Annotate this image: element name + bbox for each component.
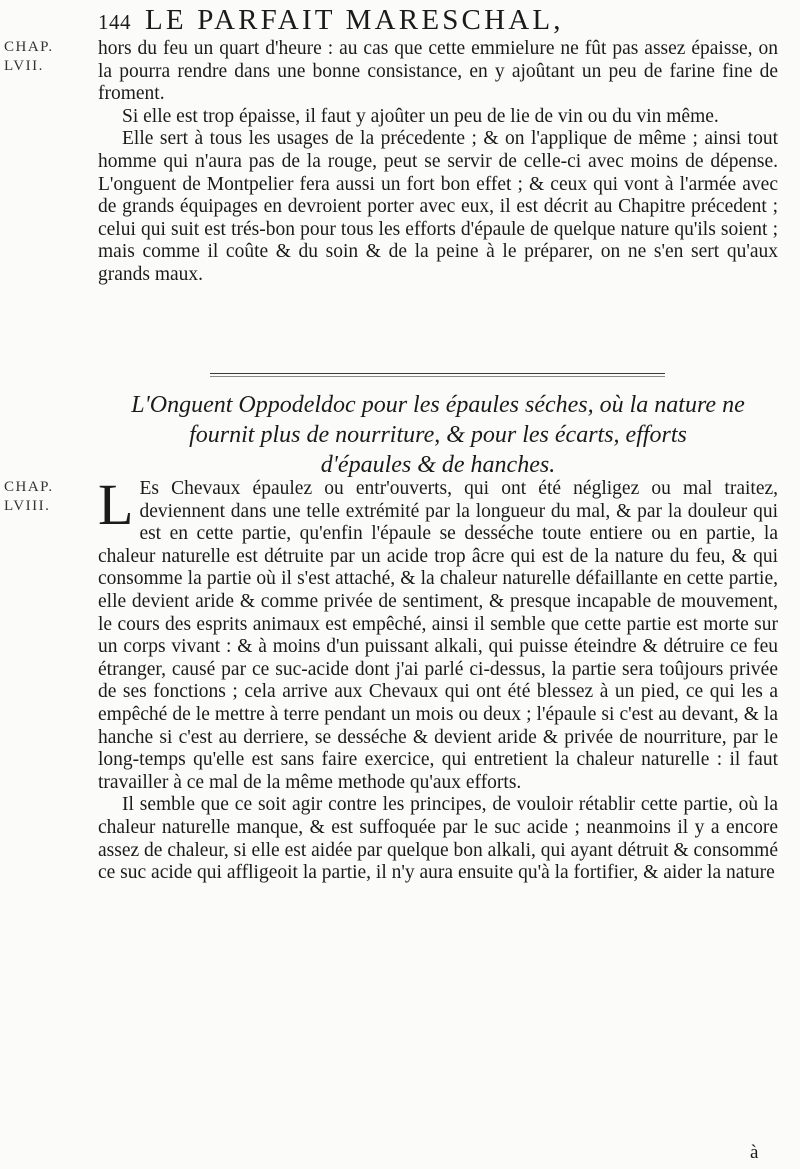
margin-note-label: CHAP. [4,479,54,495]
margin-note-chapter-58 [4,478,84,516]
catchword: à [750,1142,759,1163]
margin-note-number: LVIII. [4,498,51,514]
paragraph: Elle sert à tous les usages de la précedente ; & on l'applique de même ; ainsi tout homme qui n'aura pas de la rouge, peut se servir de celle-ci avec moins de dépense. L'onguent de Montpelier fera aussi un fort bon effet ; & ceux qui vont à l'armée avec de grands équipages en devroient porter avec eux, il est décrit au Chapitre précedent ; celui qui suit est trés-bon pour tous les efforts d'épaule de quelque nature qu'ils soient ; mais comme il coûte & du soin & de la peine à le préparer, on ne s'en sert qu'aux grands maux. [98,128,778,285]
text-block-emmielure [98,38,778,287]
paragraph-text: Es Chevaux épaulez ou entr'ouverts, qui ont été négligez ou mal traitez, deviennent dans une telle extrémité par la longueur du mal, & par la douleur qui est en cette partie, qu'enfin l'épaule se desséche toute entiere ou en partie, la chaleur naturelle est détruite par un acide trop âcre qui est de la nature du feu, & qui consomme la partie où il s'est attaché, & la chaleur naturelle défaillante en cette partie, elle devient aride & comme privée de sentiment, & presque incapable de mouvement, le cours des esprits animaux est empêché, ainsi il semble que cette partie est morte sur un corps vivant : & à moins d'un puissant alkali, qui puisse éteindre & détruire ce feu étranger, causé par ce suc-acide dont j'ai parlé ci-dessus, la partie sera toûjours privée de ses fonctions ; cela arrive aux Chevaux qui ont été blessez à un pied, ce qui les a empêché de le mettre à terre pendant un mois ou deux ; l'épaule si c'est au devant, & la hanche si c'est au derriere, se desséche & devient aride & privée de nourriture, par le long-temps qu'elle est sans faire exercice, qui entretient la chaleur naturelle : il faut travailler à ce mal de la même methode qu'aux efforts. [98,478,778,793]
paragraph: hors du feu un quart d'heure : au cas que cette emmielure ne fût pas assez épaisse, on la pourra rendre dans une bonne consistance, en y ajoûtant un peu de farine fine de froment. [98,38,778,105]
paragraph: Si elle est trop épaisse, il faut y ajoûter un peu de lie de vin ou du vin même. [122,105,719,127]
running-title: LE PARFAIT MARESCHAL, [145,4,564,36]
text-block-oppodeldoc [98,472,778,885]
margin-note-number: LVII. [4,58,44,74]
margin-note-label: CHAP. [4,39,54,55]
section-title [108,390,768,480]
section-title-line: d'épaules & de hanches. [320,452,556,478]
margin-note-chapter-57 [4,38,84,76]
section-title-line: L'Onguent Oppodeldoc pour les épaules séches, où la nature ne fournit plus de nourriture, & pour les écarts, efforts [131,392,745,448]
paragraph [98,472,778,794]
drop-cap: L [98,472,134,537]
page-header [98,4,698,36]
paragraph: Il semble que ce soit agir contre les principes, de vouloir rétablir cette partie, où la chaleur naturelle manque, & est suffoquée par le suc acide ; neanmoins il y a encore assez de chaleur, si elle est aidée par quelque bon alkali, qui ayant détruit & consommé ce suc acide qui affligeoit la partie, il n'y aura ensuite qu'à la fortifier, & aider la nature [98,794,778,884]
page-number: 144 [98,10,131,34]
section-divider [210,373,665,374]
